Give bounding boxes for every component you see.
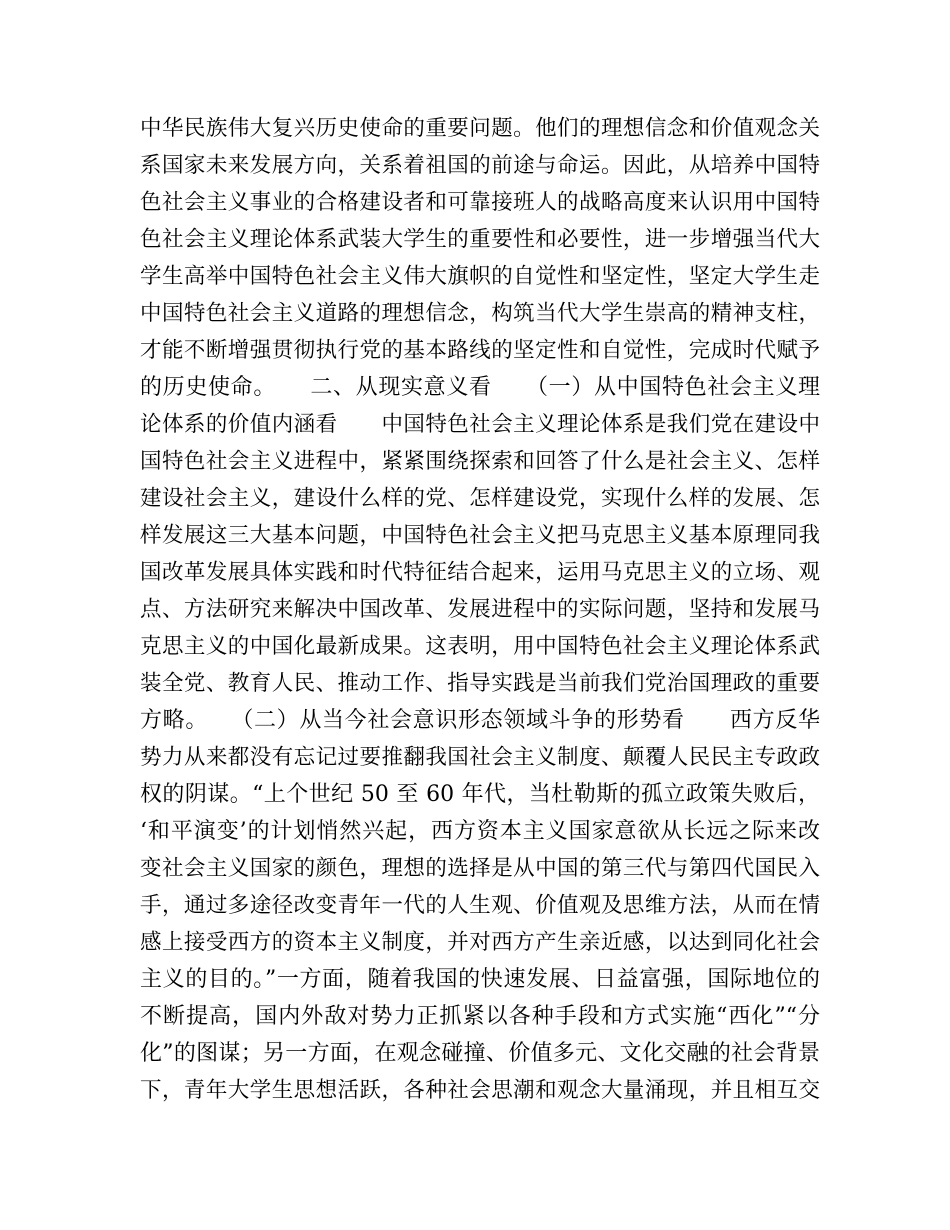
body-text <box>140 110 820 1109</box>
text-line-18: 势力从来都没有忘记过要推翻我国社会主义制度、颠覆人民民主专政政 <box>140 745 820 770</box>
text-line-14: 点、方法研究来解决中国改革、发展进程中的实际问题，坚持和发展马 <box>140 597 820 622</box>
text-line-16: 装全党、教育人民、推动工作、指导实践是当前我们党治国理政的重要 <box>140 671 820 696</box>
text-line-19: 权的阴谋。“上个世纪 50 至 60 年代，当杜勒斯的孤立政策失败后， <box>140 782 820 807</box>
text-line-24: 主义的目的。”一方面，随着我国的快速发展、日益富强，国际地位的 <box>140 967 820 992</box>
text-line-8: 的历史使命。 二、从现实意义看 （一）从中国特色社会主义理 <box>140 375 820 400</box>
text-line-15: 克思主义的中国化最新成果。这表明，用中国特色社会主义理论体系武 <box>140 634 820 659</box>
text-line-21: 变社会主义国家的颜色，理想的选择是从中国的第三代与第四代国民入 <box>140 856 820 881</box>
text-line-4: 色社会主义理论体系武装大学生的重要性和必要性，进一步增强当代大 <box>140 227 820 252</box>
text-line-27: 下，青年大学生思想活跃，各种社会思潮和观念大量涌现，并且相互交 <box>140 1078 820 1103</box>
text-line-1: 中华民族伟大复兴历史使命的重要问题。他们的理想信念和价值观念关 <box>140 116 820 141</box>
text-line-17: 方略。 （二）从当今社会意识形态领域斗争的形势看 西方反华 <box>140 708 820 733</box>
text-line-9: 论体系的价值内涵看 中国特色社会主义理论体系是我们党在建设中 <box>140 412 820 437</box>
text-line-25: 不断提高，国内外敌对势力正抓紧以各种手段和方式实施“西化”“分 <box>140 1004 820 1029</box>
text-line-6: 中国特色社会主义道路的理想信念，构筑当代大学生崇高的精神支柱， <box>140 301 820 326</box>
text-line-26: 化”的图谋；另一方面，在观念碰撞、价值多元、文化交融的社会背景 <box>140 1041 820 1066</box>
text-line-23: 感上接受西方的资本主义制度，并对西方产生亲近感，以达到同化社会 <box>140 930 820 955</box>
text-line-7: 才能不断增强贯彻执行党的基本路线的坚定性和自觉性，完成时代赋予 <box>140 338 820 363</box>
text-line-13: 国改革发展具体实践和时代特征结合起来，运用马克思主义的立场、观 <box>140 560 820 585</box>
text-line-3: 色社会主义事业的合格建设者和可靠接班人的战略高度来认识用中国特 <box>140 190 820 215</box>
text-line-20: ‘和平演变’的计划悄然兴起，西方资本主义国家意欲从长远之际来改 <box>140 819 820 844</box>
text-line-10: 国特色社会主义进程中，紧紧围绕探索和回答了什么是社会主义、怎样 <box>140 449 820 474</box>
text-line-5: 学生高举中国特色社会主义伟大旗帜的自觉性和坚定性，坚定大学生走 <box>140 264 820 289</box>
text-line-12: 样发展这三大基本问题，中国特色社会主义把马克思主义基本原理同我 <box>140 523 820 548</box>
text-line-22: 手，通过多途径改变青年一代的人生观、价值观及思维方法，从而在情 <box>140 893 820 918</box>
text-line-11: 建设社会主义，建设什么样的党、怎样建设党，实现什么样的发展、怎 <box>140 486 820 511</box>
text-line-2: 系国家未来发展方向，关系着祖国的前途与命运。因此，从培养中国特 <box>140 153 820 178</box>
